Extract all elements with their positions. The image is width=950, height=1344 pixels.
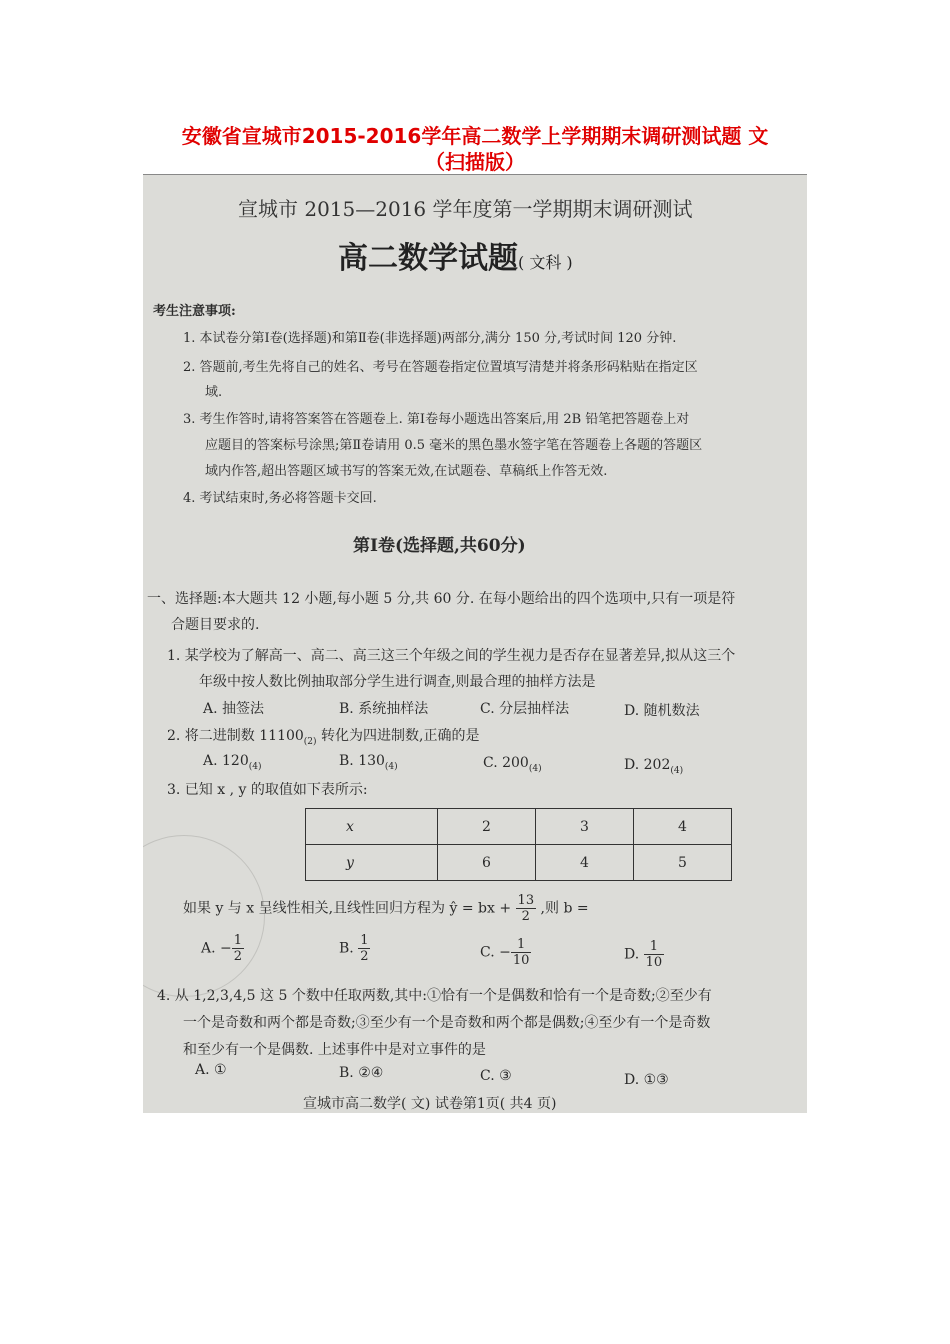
q3-option-a (201, 933, 244, 964)
note-2: 2. 答题前,考生先将自己的姓名、考号在答题卷指定位置填写清楚并将条形码粘贴在指定区 (183, 360, 698, 375)
q3-condition-b: ,则 b = (540, 900, 589, 917)
section-instructions-cont: 合题目要求的. (171, 617, 260, 633)
table-cell: 4 (536, 845, 634, 881)
note-3: 3. 考生作答时,请将答案答在答题卷上. 第Ⅰ卷每小题选出答案后,用 2B 铅笔把答题卷上对 (183, 412, 690, 427)
question-4-cont: 一个是奇数和两个都是奇数;③至少有一个是奇数和两个都是偶数;④至少有一个是奇数 (183, 1015, 711, 1031)
q2-option-d-label: D. 202 (624, 757, 671, 773)
question-3: 3. 已知 x , y 的取值如下表所示: (167, 782, 368, 798)
q2-option-d (624, 757, 683, 776)
scanned-exam-page (143, 175, 807, 1113)
q3-option-c-num: 1 (511, 937, 532, 953)
q2-option-a-label: A. 120 (203, 753, 249, 769)
exam-subtitle-main: 高二数学试题 (338, 241, 518, 276)
table-cell: x (306, 809, 438, 845)
table-cell: 5 (634, 845, 732, 881)
q3-option-b-fraction (358, 933, 370, 964)
q3-option-c-den: 10 (512, 953, 530, 968)
q3-option-a-den: 2 (233, 949, 243, 964)
q3-option-d-fraction (644, 939, 665, 970)
note-1: 1. 本试卷分第Ⅰ卷(选择题)和第Ⅱ卷(非选择题)两部分,满分 150 分,考试时间 120 分钟. (183, 331, 677, 346)
question-1: 1. 某学校为了解高一、高二、高三这三个年级之间的学生视力是否存在显著差异,拟从这三个 (167, 648, 736, 664)
note-4: 4. 考试结束时,务必将答题卡交回. (183, 491, 377, 506)
q2-option-c (483, 755, 542, 774)
q4-option-a: A. ① (195, 1062, 227, 1078)
notes-title: 考生注意事项: (153, 304, 236, 319)
question-2 (167, 725, 479, 747)
q1-option-c: C. 分层抽样法 (480, 701, 570, 717)
q2-option-b-label: B. 130 (339, 753, 385, 769)
q3-option-b-num: 1 (360, 933, 369, 948)
q3-option-b-den: 2 (360, 949, 369, 964)
table-cell: 3 (536, 809, 634, 845)
table-cell: 4 (634, 809, 732, 845)
q1-option-d: D. 随机数法 (624, 703, 700, 719)
q2-text-a: 2. 将二进制数 11100 (167, 728, 304, 744)
q3-option-a-sign: − (220, 940, 232, 957)
q3-fraction-den: 2 (521, 909, 530, 924)
section-instructions: 一、选择题:本大题共 12 小题,每小题 5 分,共 60 分. 在每小题给出的四个选项中,只有一项是符 (147, 591, 736, 607)
document-title: 安徽省宣城市2015-2016学年高二数学上学期期末调研测试题 文 (181, 124, 769, 148)
question-4-cont-2: 和至少有一个是偶数. 上述事件中是对立事件的是 (183, 1042, 486, 1058)
q4-option-d: D. ①③ (624, 1072, 669, 1088)
q1-option-b: B. 系统抽样法 (339, 701, 429, 717)
table-row (306, 845, 732, 881)
q3-option-a-label: A. (201, 940, 216, 957)
table-row (306, 809, 732, 845)
exam-subtitle-tag: ( 文科 ) (518, 253, 573, 272)
q3-option-d-label: D. (624, 946, 640, 963)
note-3-cont-2: 域内作答,超出答题区域书写的答案无效,在试题卷、草稿纸上作答无效. (205, 464, 608, 479)
q2-base: (2) (303, 736, 317, 747)
question-4: 4. 从 1,2,3,4,5 这 5 个数中任取两数,其中:①恰有一个是偶数和恰有一个是奇数;②至少有 (157, 988, 712, 1004)
q3-option-c-fraction (511, 937, 532, 968)
xy-value-table (305, 808, 732, 881)
exam-subtitle (338, 233, 573, 277)
question-1-cont: 年级中按人数比例抽取部分学生进行调查,则最合理的抽样方法是 (199, 674, 596, 690)
table-cell: 2 (438, 809, 536, 845)
document-title-suffix: （扫描版） (425, 150, 525, 174)
q3-option-a-num: 1 (233, 933, 243, 948)
q3-option-b (339, 933, 370, 964)
q2-option-d-base: (4) (670, 765, 684, 776)
q4-option-c: C. ③ (480, 1068, 512, 1084)
q3-option-c-sign: − (499, 944, 511, 961)
q3-option-d-num: 1 (644, 939, 665, 955)
q3-condition-a: 如果 y 与 x 呈线性相关,且线性回归方程为 ŷ = bx + (183, 900, 512, 917)
note-2-cont: 域. (205, 385, 223, 400)
q1-option-a: A. 抽签法 (203, 701, 265, 717)
q3-option-b-label: B. (339, 940, 354, 957)
q2-option-a-base: (4) (248, 761, 262, 772)
page-footer: 宣城市高二数学( 文) 试卷第1页( 共4 页) (303, 1096, 557, 1112)
q3-option-d (624, 939, 664, 970)
q2-option-c-label: C. 200 (483, 755, 529, 771)
q3-fraction-num: 13 (517, 893, 535, 908)
q3-option-c (480, 937, 531, 968)
q2-option-a (203, 753, 261, 772)
q2-option-b-base: (4) (384, 761, 398, 772)
q3-option-c-label: C. (480, 944, 495, 961)
q2-text-b: 转化为四进制数,正确的是 (316, 728, 480, 744)
q3-condition (183, 893, 589, 924)
note-3-cont: 应题目的答案标号涂黑;第Ⅱ卷请用 0.5 毫米的黑色墨水签字笔在答题卷上各题的答题区 (205, 438, 703, 453)
q2-option-c-base: (4) (528, 763, 542, 774)
q3-fraction (516, 893, 537, 924)
table-cell: 6 (438, 845, 536, 881)
exam-header: 宣城市 2015—2016 学年度第一学期期末调研测试 (238, 197, 693, 221)
table-cell: y (306, 845, 438, 881)
q4-option-b: B. ②④ (339, 1065, 384, 1081)
part-one-title: 第Ⅰ卷(选择题,共60分) (353, 536, 526, 556)
q3-option-d-den: 10 (645, 955, 663, 970)
q2-option-b (339, 753, 398, 772)
q3-option-a-fraction (232, 933, 244, 964)
